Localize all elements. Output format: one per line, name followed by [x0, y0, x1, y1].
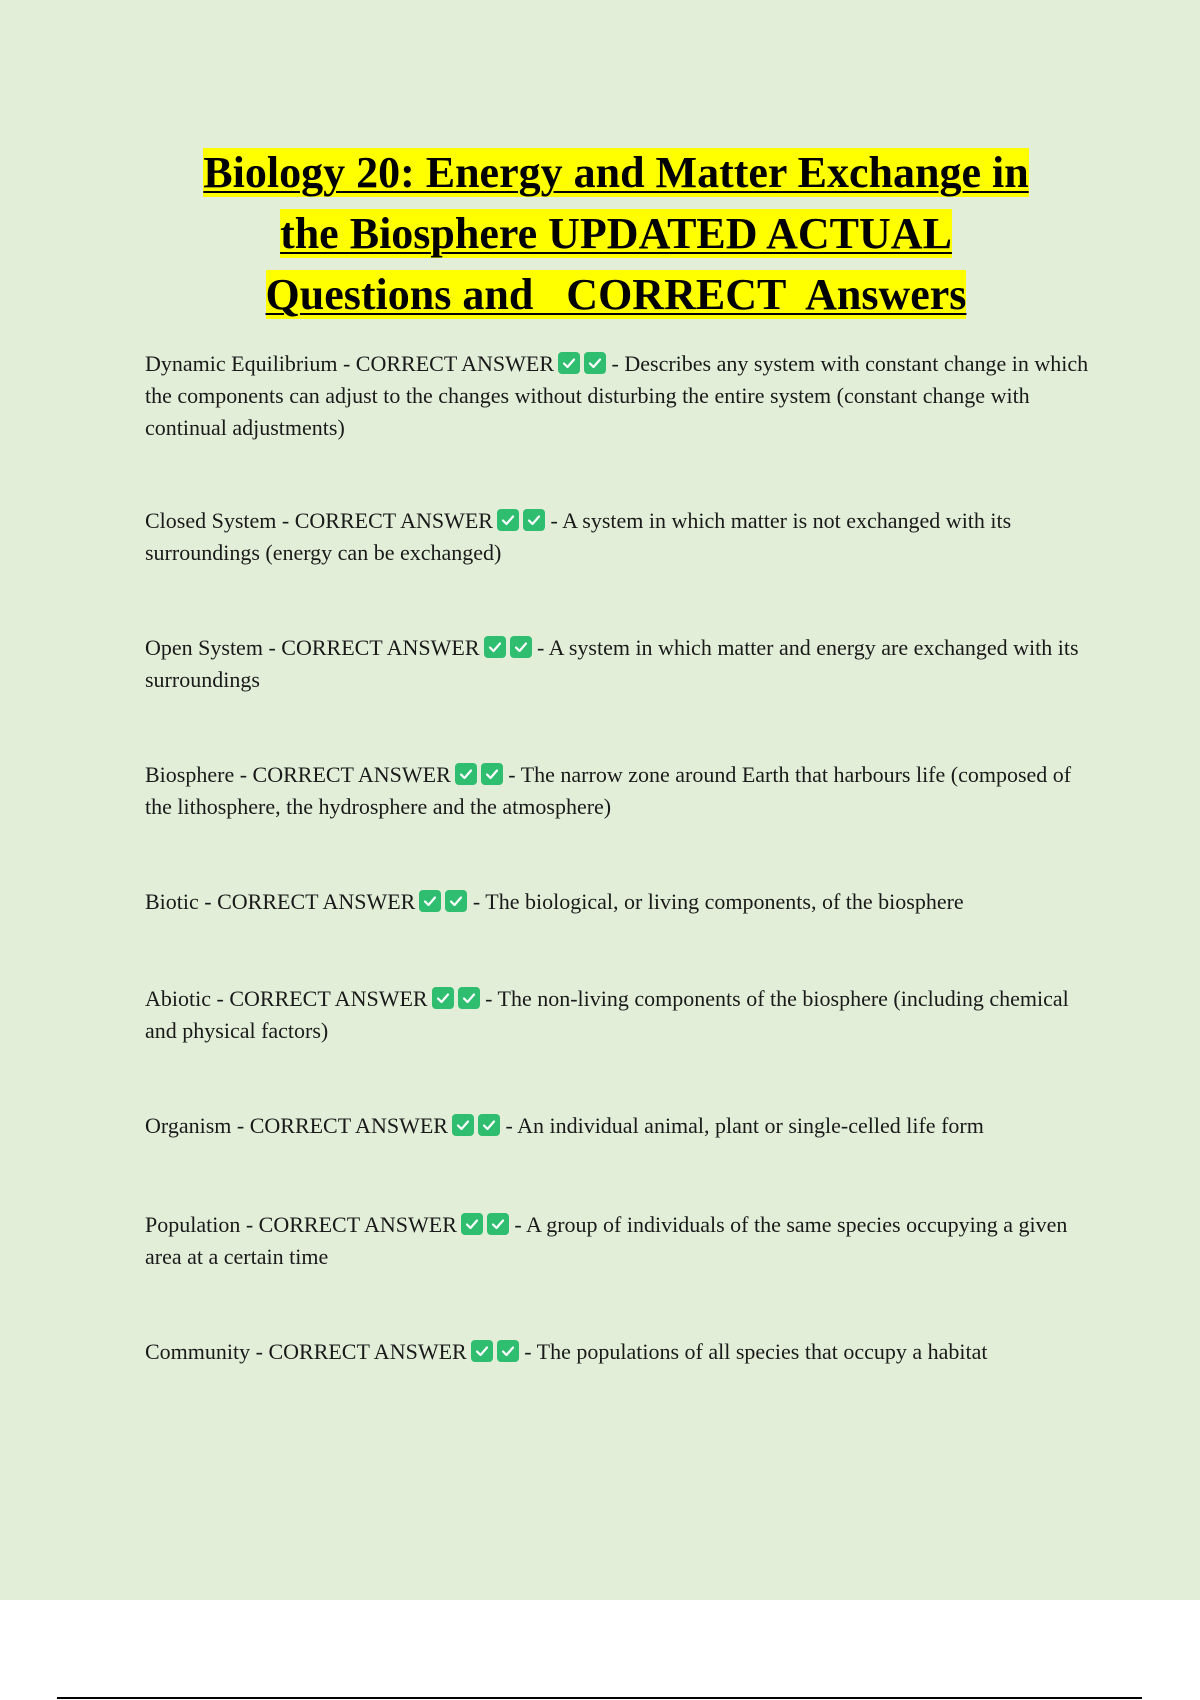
entry-definition: The populations of all species that occupy a habitat — [536, 1339, 988, 1364]
entry-answer-marker: CORRECT ANSWER — [252, 762, 451, 787]
title-line-2: the Biosphere UPDATED ACTUAL — [280, 209, 952, 258]
check-box-icon — [452, 1114, 474, 1136]
entry-population: Population - CORRECT ANSWER - A group of individuals of the same species occupying a given area at a certain time — [145, 1212, 1068, 1269]
entry-term: Biotic — [145, 889, 199, 914]
entry-answer-marker: CORRECT ANSWER — [258, 1212, 457, 1237]
entry-abiotic: Abiotic - CORRECT ANSWER - The non-living components of the biosphere (including chemical and physical factors) — [145, 986, 1069, 1043]
entry-definition: An individual animal, plant or single-celled life form — [517, 1113, 984, 1138]
check-box-icon — [523, 509, 545, 531]
entry-biotic: Biotic - CORRECT ANSWER - The biological, or living components, of the biosphere — [145, 889, 964, 914]
entry-definition: The narrow zone around Earth that harbours life (composed of the lithosphere, the hydrosphere and the atmosphere) — [145, 762, 1072, 819]
page-title — [120, 142, 1112, 325]
entry-term: Organism — [145, 1113, 232, 1138]
entry-answer-marker: CORRECT ANSWER — [294, 508, 493, 533]
entry-dynamic-equilibrium: Dynamic Equilibrium - CORRECT ANSWER - Describes any system with constant change in which the components can adjust to the changes without disturbing the entire system (constant change with continual adjustments) — [145, 351, 1089, 440]
check-box-icon — [497, 1340, 519, 1362]
entry-term: Abiotic — [145, 986, 211, 1011]
check-box-icon — [458, 987, 480, 1009]
entry-open-system: Open System - CORRECT ANSWER - A system in which matter and energy are exchanged with its surroundings — [145, 635, 1079, 692]
check-box-icon — [445, 890, 467, 912]
check-box-icon — [558, 352, 580, 374]
entry-organism: Organism - CORRECT ANSWER - An individual animal, plant or single-celled life form — [145, 1113, 984, 1138]
footer-divider — [57, 1697, 1142, 1699]
check-box-icon — [432, 987, 454, 1009]
entry-answer-marker: CORRECT ANSWER — [249, 1113, 448, 1138]
check-box-icon — [497, 509, 519, 531]
entry-term: Biosphere — [145, 762, 235, 787]
check-box-icon — [484, 636, 506, 658]
entry-term: Closed System — [145, 508, 277, 533]
entry-term: Dynamic Equilibrium — [145, 351, 338, 376]
entry-answer-marker: CORRECT ANSWER — [229, 986, 428, 1011]
title-line-1: Biology 20: Energy and Matter Exchange in — [203, 148, 1029, 197]
entry-answer-marker: CORRECT ANSWER — [355, 351, 555, 376]
entry-definition: A system in which matter and energy are exchanged with its surroundings — [145, 635, 1079, 692]
entry-definition: The biological, or living components, of the biosphere — [485, 889, 964, 914]
entry-answer-marker: CORRECT ANSWER — [268, 1339, 467, 1364]
check-box-icon — [510, 636, 532, 658]
check-box-icon — [481, 763, 503, 785]
entry-term: Community — [145, 1339, 251, 1364]
check-box-icon — [455, 763, 477, 785]
check-box-icon — [461, 1213, 483, 1235]
check-box-icon — [584, 352, 606, 374]
entry-definition: A system in which matter is not exchanged with its surroundings (energy can be exchanged) — [145, 508, 1012, 565]
entry-definition: A group of individuals of the same species occupying a given area at a certain time — [145, 1212, 1068, 1269]
entry-answer-marker: CORRECT ANSWER — [217, 889, 416, 914]
entry-term: Open System — [145, 635, 263, 660]
check-box-icon — [419, 890, 441, 912]
title-block — [120, 142, 1112, 325]
entry-definition: Describes any system with constant change in which the components can adjust to the changes without disturbing the entire system (constant change with continual adjustments) — [145, 351, 1089, 440]
check-box-icon — [471, 1340, 493, 1362]
entry-term: Population — [145, 1212, 241, 1237]
entry-answer-marker: CORRECT ANSWER — [281, 635, 480, 660]
title-line-3: Questions and CORRECT Answers — [265, 270, 967, 319]
entry-community: Community - CORRECT ANSWER - The populations of all species that occupy a habitat — [145, 1339, 988, 1364]
entry-definition: The non-living components of the biosphere (including chemical and physical factors) — [145, 986, 1069, 1043]
check-box-icon — [478, 1114, 500, 1136]
check-box-icon — [487, 1213, 509, 1235]
entry-biosphere: Biosphere - CORRECT ANSWER - The narrow zone around Earth that harbours life (composed of the lithosphere, the hydrosphere and the atmosphere) — [145, 762, 1072, 819]
entry-closed-system: Closed System - CORRECT ANSWER - A system in which matter is not exchanged with its surroundings (energy can be exchanged) — [145, 508, 1012, 565]
